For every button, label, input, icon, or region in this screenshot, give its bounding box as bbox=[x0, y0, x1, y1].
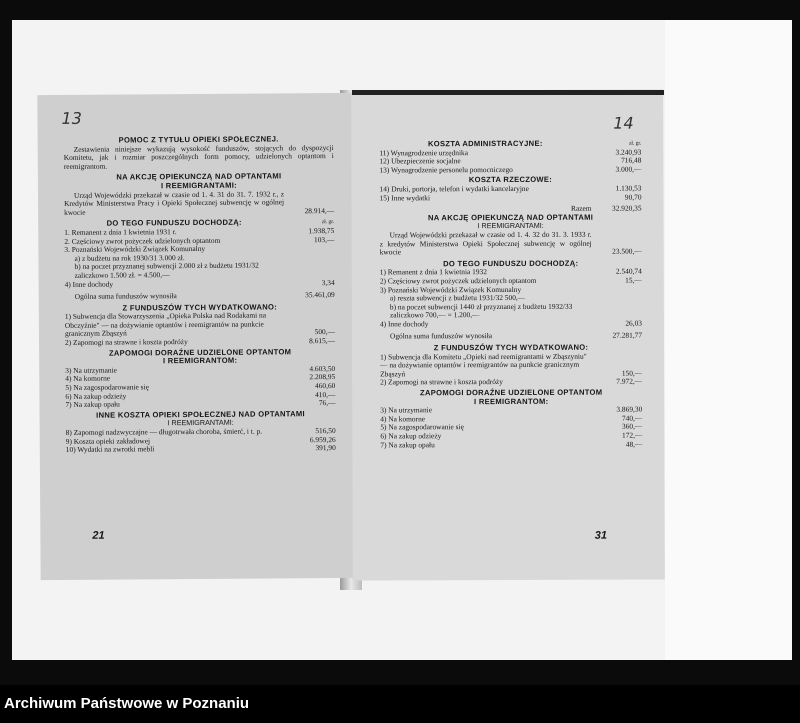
item-label: 4) Inne dochody bbox=[379, 319, 429, 329]
material-costs-list bbox=[379, 185, 641, 203]
right-page bbox=[351, 89, 665, 580]
total-row bbox=[380, 332, 642, 342]
item-value: 3.869,30 bbox=[616, 404, 643, 414]
unit-label: zł. gr. bbox=[321, 219, 335, 226]
aid-list bbox=[380, 406, 642, 450]
item-label: 6) Na zakup odzieży bbox=[65, 391, 127, 401]
expense-list bbox=[65, 311, 335, 347]
item-label: 2) Częściowy zwrot pożyczek udzielonych optantom bbox=[379, 275, 537, 286]
section-title: POMOC Z TYTUŁU OPIEKI SPOŁECZNEJ. bbox=[118, 134, 279, 145]
heading: I REEMIGRANTAMI: bbox=[160, 180, 237, 191]
left-page bbox=[37, 93, 355, 580]
item-value: 76,— bbox=[318, 398, 336, 408]
heading: ZAPOMOGI DORAŹNE UDZIELONE OPTANTOM bbox=[108, 346, 292, 358]
item-value: 4.603,50 bbox=[309, 363, 336, 374]
item-label: b) na poczet subwencji 1440 zł przyznanej z budżetu 1932/33 zaliczkowo 700,— = 1.200,— bbox=[389, 301, 573, 320]
item-label: a) reszta subwencji z budżetu 1931/32 500,— bbox=[389, 293, 526, 303]
expense-list bbox=[380, 352, 642, 387]
list-item bbox=[65, 279, 335, 289]
archive-name: Archiwum Państwowe w Poznaniu bbox=[4, 695, 250, 712]
paragraph-text: Urząd Wojewódzki przekazał w czasie od 1. 4. 32 do 31. 3. 1933 r. z kredytów Ministerstwa Opieki Społecznej subwencję w ogólnej kwocie bbox=[379, 229, 592, 257]
item-value: 1.130,53 bbox=[615, 183, 642, 193]
list-item bbox=[379, 165, 641, 175]
item-value: 500,— bbox=[314, 327, 336, 337]
total-row bbox=[65, 291, 335, 301]
paragraph-value: 28.914,— bbox=[304, 205, 335, 215]
list-item bbox=[380, 193, 642, 203]
income-list bbox=[64, 227, 334, 289]
item-label: 11) Wynagrodzenie urzędnika bbox=[379, 147, 469, 158]
item-label: 2) Zapomogi na strawne i koszta podróży bbox=[65, 337, 188, 347]
page-number: 31 bbox=[594, 529, 607, 542]
item-value: 360,— bbox=[621, 421, 643, 432]
list-item bbox=[380, 352, 642, 379]
right-page-content bbox=[379, 140, 642, 450]
item-value: 2.540,74 bbox=[615, 266, 642, 276]
item-label: 10) Wydatki na zwrotki mebli bbox=[65, 444, 155, 455]
left-page-content bbox=[64, 135, 336, 455]
heading: I REEMIGRANTAMI: bbox=[477, 221, 544, 231]
item-label: 5) Na zagospodarowanie się bbox=[65, 382, 149, 392]
item-label: 5) Na zagospodarowanie się bbox=[380, 422, 464, 432]
total-value: 35.461,09 bbox=[305, 290, 335, 300]
heading: I REEMIGRANTOM: bbox=[162, 355, 238, 366]
item-label: 1) Subwencja dla Stowarzyszenia „Opieka Polska nad Rodakami na Obczyźnie" — na dożywianie optantów i reemigrantów na punkcie granicznym Zbąszyń bbox=[64, 310, 267, 339]
heading: KOSZTA ADMINISTRACYJNE: bbox=[428, 138, 543, 149]
intro-paragraph: Zestawienia niniejsze wykazują wysokość funduszów, stojących do dyspozycji Komitetu, jak i rozmiar poszczególnych form pomocy, udzielonych optantom i reemigrantom. bbox=[63, 142, 334, 171]
item-label: 2) Zapomogi na strawne i koszta podróży bbox=[380, 377, 503, 387]
item-value: 103,— bbox=[313, 234, 335, 244]
item-label: 12) Ubezpieczenie socjalne bbox=[379, 156, 461, 166]
item-value: 26,03 bbox=[625, 318, 642, 328]
item-value: 716,48 bbox=[621, 155, 642, 165]
item-label: 3) Na utrzymanie bbox=[380, 405, 432, 415]
item-value: 150,— bbox=[621, 368, 643, 378]
page-top-shadow bbox=[352, 90, 664, 95]
item-label: 6) Na zakup odzieży bbox=[380, 431, 442, 441]
paragraph-row bbox=[380, 230, 642, 257]
list-item bbox=[66, 444, 336, 454]
list-item bbox=[65, 311, 335, 339]
item-value: 3.240,93 bbox=[615, 147, 642, 157]
total-label: Ogólna suma funduszów wynosiła bbox=[74, 291, 177, 301]
item-value: 410,— bbox=[315, 389, 336, 399]
item-value: 2.208,95 bbox=[309, 372, 336, 382]
item-value: 15,— bbox=[625, 275, 642, 285]
sum-label: Razem bbox=[571, 203, 592, 213]
list-item bbox=[65, 337, 335, 347]
heading: KOSZTA RZECZOWE: bbox=[468, 175, 553, 185]
heading: ZAPOMOGI DORAŹNE UDZIELONE OPTANTOM bbox=[420, 387, 603, 398]
item-value: 1.938,75 bbox=[308, 225, 335, 236]
item-label: 1. Remanent z dnia 1 kwietnia 1931 r. bbox=[64, 227, 177, 237]
item-value: 7.972,— bbox=[616, 376, 643, 387]
total-value: 27.281,77 bbox=[612, 331, 643, 341]
item-label: a) z budżetu na rok 1930/31 3.000 zł. bbox=[74, 252, 185, 263]
item-value: 516,50 bbox=[315, 426, 336, 436]
item-value: 172,— bbox=[622, 430, 643, 440]
item-value: 48,— bbox=[625, 439, 643, 449]
item-value: 8.615,— bbox=[309, 336, 336, 346]
item-value: 90,70 bbox=[624, 192, 642, 202]
item-label: 13) Wynagrodzenie personelu pomocniczego bbox=[379, 164, 513, 175]
heading: Z FUNDUSZÓW TYCH WYDATKOWANO: bbox=[122, 302, 278, 313]
item-value: 391,90 bbox=[315, 443, 336, 453]
heading: DO TEGO FUNDUSZU DOCHODZĄ: bbox=[443, 258, 579, 268]
item-label: 8) Zapomogi nadzwyczajne — długotrwała choroba, śmierć, i t. p. bbox=[65, 426, 263, 437]
heading: Z FUNDUSZÓW TYCH WYDATKOWANO: bbox=[433, 342, 589, 353]
item-label: b) na poczet przyznanej subwencji 2.000 zł z budżetu 1931/32 zaliczkowo 1.500 zł. = 4.500,— bbox=[74, 260, 259, 280]
list-item bbox=[65, 399, 335, 409]
item-label: 9) Koszta opieki zakładowej bbox=[65, 435, 151, 446]
heading: NA AKCJĘ OPIEKUNCZĄ NAD OPTANTAMI bbox=[116, 171, 282, 182]
item-label: 4) Na komorne bbox=[380, 414, 426, 424]
footer-bar bbox=[0, 685, 800, 723]
item-label: 2. Częściowy zwrot pożyczek udzielonych optantom bbox=[64, 235, 221, 246]
list-item bbox=[380, 302, 642, 320]
heading: I REEMIGRANTOM: bbox=[474, 396, 549, 406]
item-label: 3) Poznański Wojewódzki Związek Komunalny bbox=[379, 284, 522, 294]
item-label: 4) Na komorne bbox=[65, 374, 111, 384]
paragraph-text: Urząd Wojewódzki przekazał w czasie od 1. 4. 31 do 31. 7. 1932 r., z Kredytów Ministerstwa Pracy i Opieki Społecznej subwencję w ogólnej kwocie bbox=[64, 188, 285, 217]
item-label: 3) Na utrzymanie bbox=[65, 365, 117, 375]
item-label: 4) Inne dochody bbox=[64, 279, 114, 289]
other-costs-list bbox=[66, 427, 336, 455]
aid-list bbox=[65, 365, 335, 410]
paragraph-value: 23.500,— bbox=[612, 246, 642, 256]
list-item bbox=[380, 319, 642, 329]
heading: I REEMIGRANTAMI: bbox=[167, 418, 234, 428]
heading: DO TEGO FUNDUSZU DOCHODZĄ: bbox=[106, 218, 242, 228]
item-label: 1) Remanent z dnia 1 kwietnia 1932 bbox=[379, 267, 487, 277]
item-value: 740,— bbox=[621, 413, 643, 423]
paragraph-row bbox=[64, 190, 334, 218]
handwritten-page-number: 13 bbox=[61, 108, 82, 128]
total-label: Ogólna suma funduszów wynosiła bbox=[389, 331, 493, 341]
page-number: 21 bbox=[92, 529, 105, 542]
income-list bbox=[380, 268, 642, 329]
item-label: 7) Na zakup opału bbox=[380, 439, 435, 450]
list-item bbox=[380, 440, 642, 450]
admin-costs-list bbox=[379, 148, 641, 175]
item-label: 15) Inne wydatki bbox=[379, 192, 431, 203]
list-item bbox=[64, 261, 334, 280]
heading: INNE KOSZTA OPIEKI SPOŁECZNEJ NAD OPTANTAMI bbox=[96, 409, 305, 420]
item-label: 7) Na zakup opału bbox=[65, 399, 120, 410]
sum-value: 32.920,35 bbox=[611, 203, 642, 213]
item-value: 460,60 bbox=[314, 381, 336, 391]
item-value: 3.000,— bbox=[615, 164, 642, 174]
item-value: 6.959,26 bbox=[309, 434, 336, 444]
item-value: 3,34 bbox=[321, 277, 335, 287]
unit-label: zł. gr. bbox=[628, 140, 642, 147]
item-label: 1) Subwencja dla Komitetu „Opieki nad reemigrantami w Zbąszyniu" — na dożywianie optantów i reemigrantów na punkcie granicznym Zbąszyń bbox=[380, 351, 587, 379]
backing-sheet-right bbox=[665, 20, 792, 660]
item-label: 3. Poznański Wojewódzki Związek Komunalny bbox=[64, 244, 206, 255]
item-label: 14) Druki, portorja, telefon i wydatki kancelaryjne bbox=[379, 183, 529, 194]
list-item bbox=[380, 378, 642, 388]
heading: NA AKCJĘ OPIEKUNCZĄ NAD OPTANTAMI bbox=[427, 212, 594, 223]
handwritten-page-number: 14 bbox=[613, 113, 634, 133]
